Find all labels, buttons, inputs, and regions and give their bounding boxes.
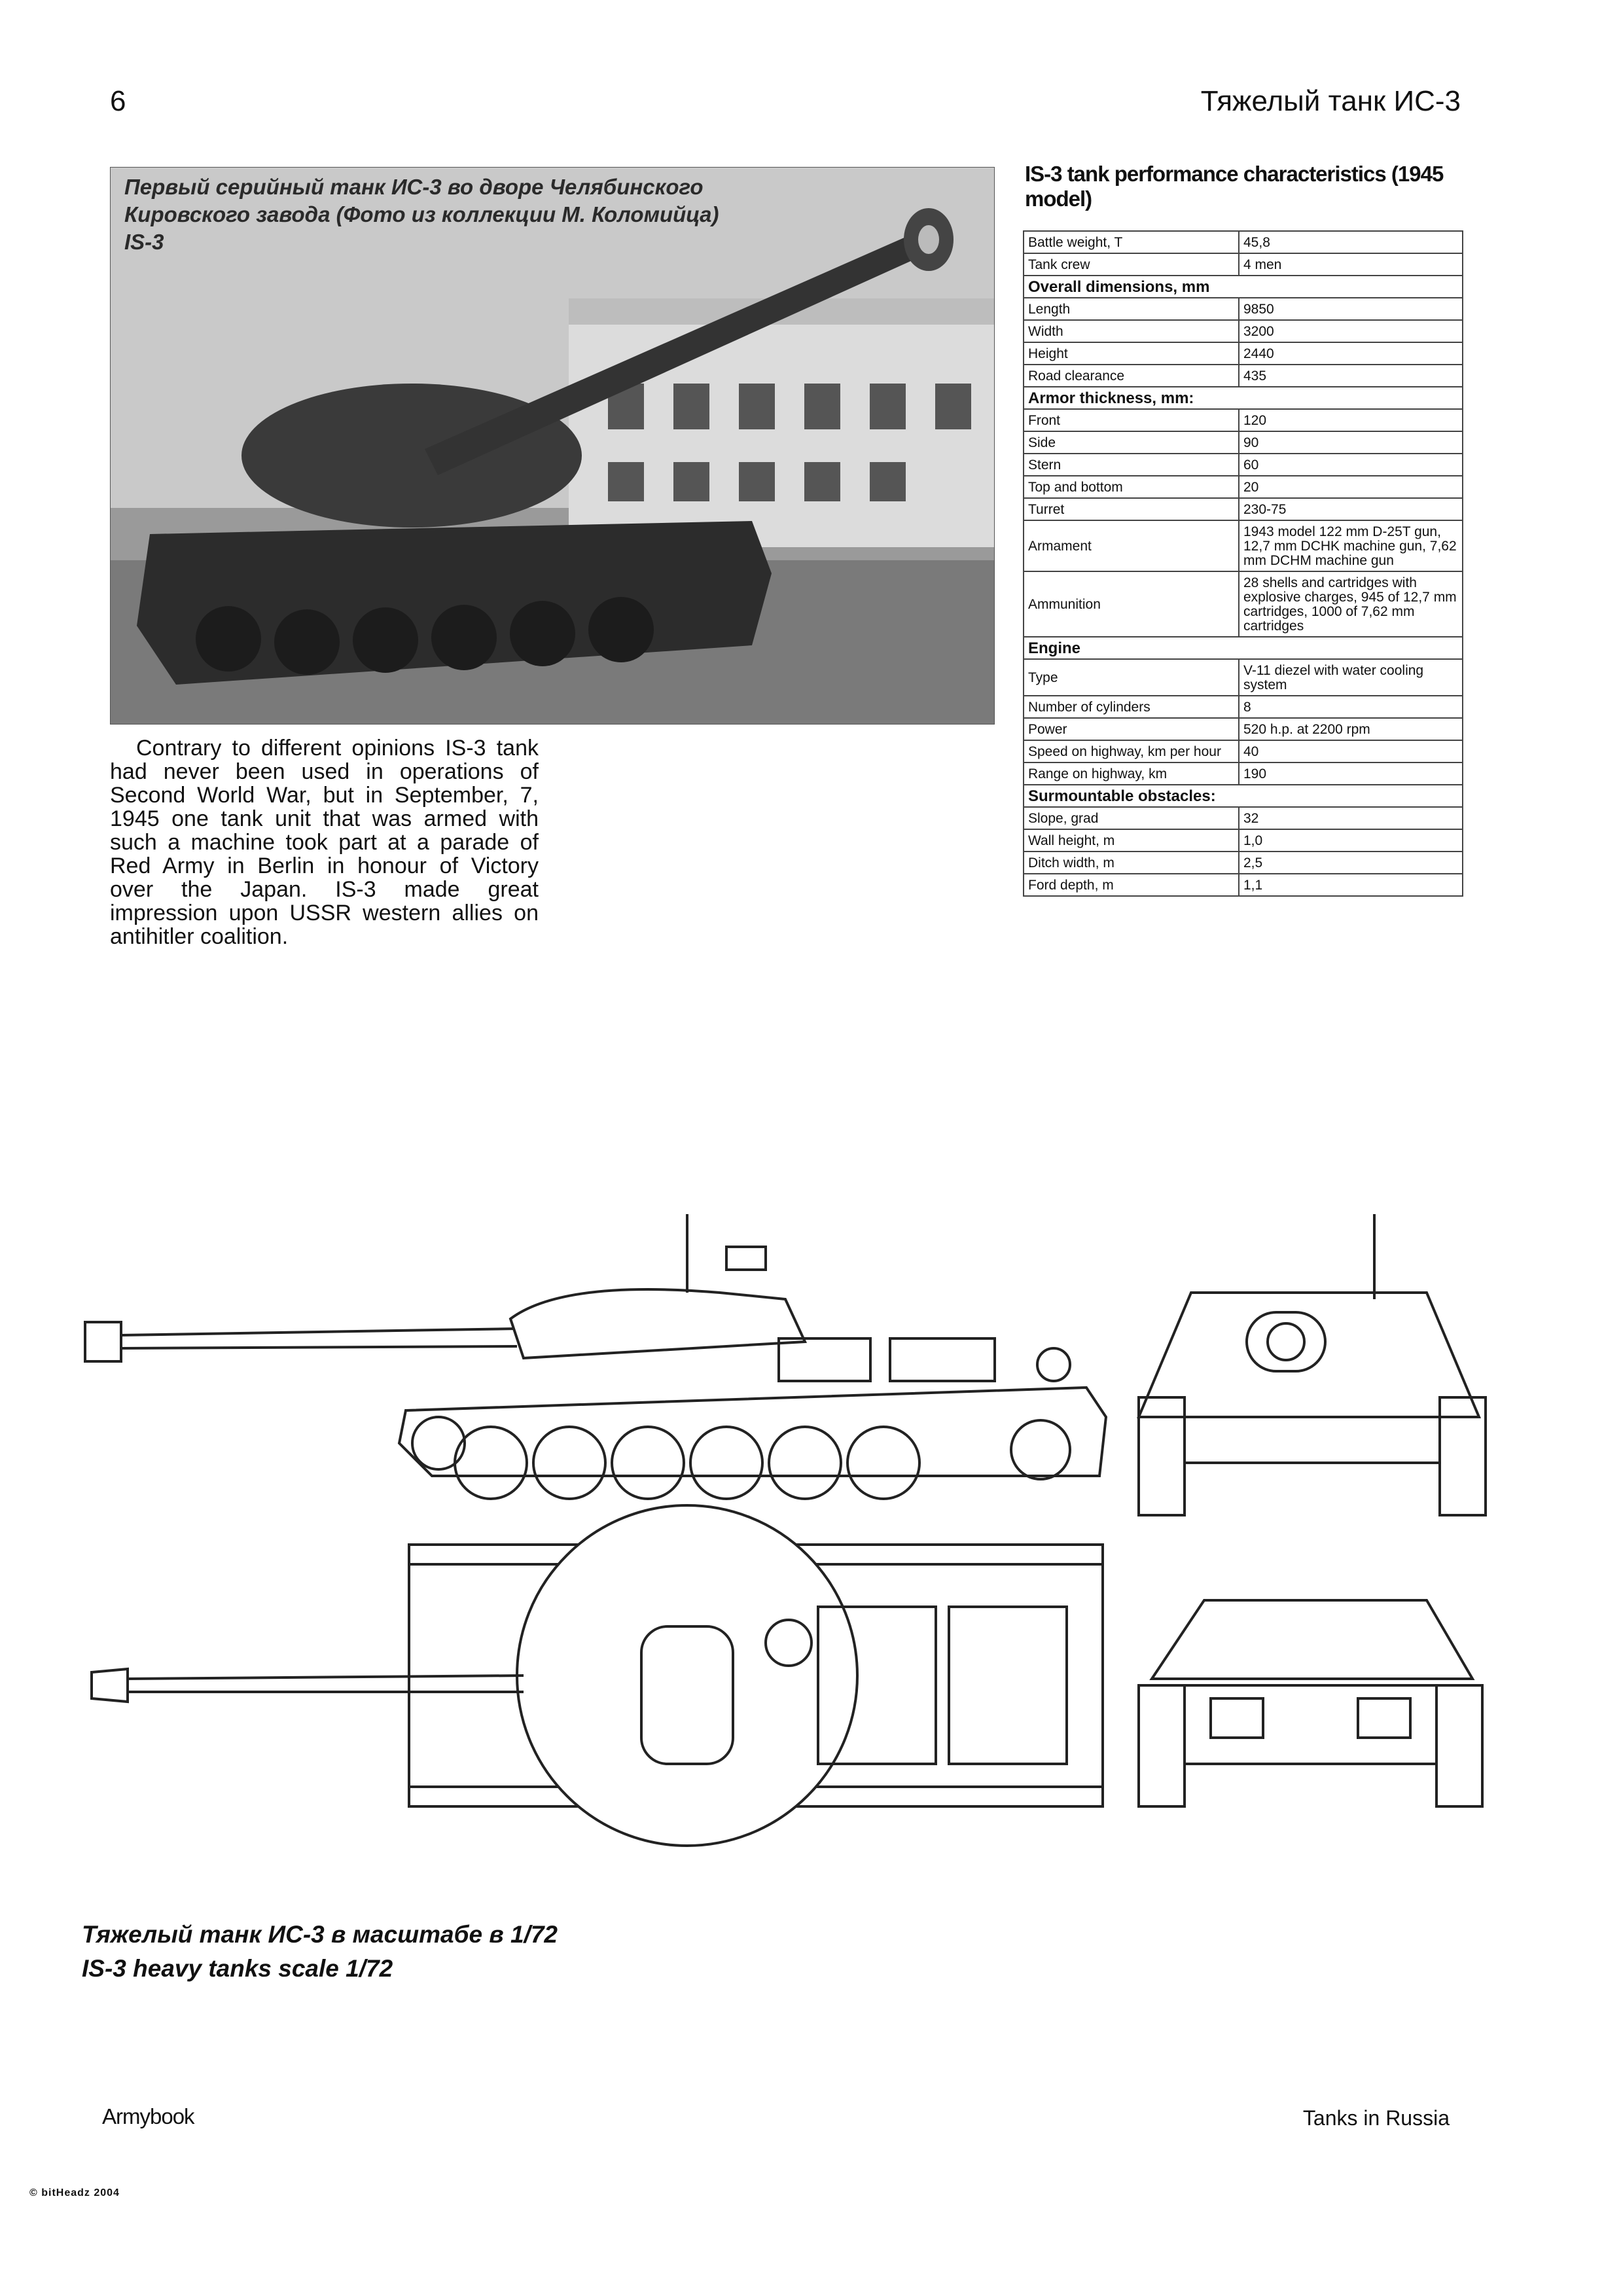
spec-section-title: Engine <box>1024 637 1463 659</box>
spec-value: 90 <box>1239 431 1463 454</box>
body-paragraph: Contrary to different opinions IS-3 tank had never been used in operations of Second World War, but in September, 7, 1945 one tank unit that was armed with such a machine took part at a parade of Red Army in Berlin in honour of Victory over the Japan. IS-3 made great impression upon USSR western allies on antihitler coalition. <box>110 736 539 949</box>
spec-key: Battle weight, T <box>1024 231 1239 253</box>
spec-key: Width <box>1024 320 1239 342</box>
page-number: 6 <box>110 85 126 117</box>
spec-key: Power <box>1024 718 1239 740</box>
spec-row <box>1024 342 1463 365</box>
spec-row <box>1024 571 1463 637</box>
spec-key: Tank crew <box>1024 253 1239 276</box>
spec-row <box>1024 807 1463 829</box>
spec-key: Road clearance <box>1024 365 1239 387</box>
front-view-drawing <box>1139 1214 1486 1515</box>
spec-row <box>1024 476 1463 498</box>
spec-key: Number of cylinders <box>1024 696 1239 718</box>
spec-row <box>1024 454 1463 476</box>
spec-value: 2,5 <box>1239 852 1463 874</box>
spec-key: Ammunition <box>1024 571 1239 637</box>
rear-view-drawing <box>1139 1600 1482 1806</box>
spec-value: V-11 diezel with water cooling system <box>1239 659 1463 696</box>
spec-row <box>1024 659 1463 696</box>
spec-key: Stern <box>1024 454 1239 476</box>
tank-line-drawings <box>65 1201 1558 1914</box>
photo-caption-line2: Кировского завода (Фото из коллекции М. Коломийца) <box>124 202 719 226</box>
spec-key: Turret <box>1024 498 1239 520</box>
spec-value: 190 <box>1239 762 1463 785</box>
top-view-drawing <box>92 1505 1103 1846</box>
photo-caption-line1: Первый серийный танк ИС-3 во дворе Челябинского <box>124 175 704 199</box>
photo-caption-line3: IS-3 <box>124 230 164 254</box>
scale-caption-ru: Тяжелый танк ИС-3 в масштабе в 1/72 <box>82 1921 558 1948</box>
spec-title: IS-3 tank performance characteristics (1945 model) <box>1025 162 1444 211</box>
spec-value: 520 h.p. at 2200 rpm <box>1239 718 1463 740</box>
spec-row <box>1024 740 1463 762</box>
spec-section-row <box>1024 387 1463 409</box>
spec-section-title: Armor thickness, mm: <box>1024 387 1463 409</box>
spec-key: Height <box>1024 342 1239 365</box>
spec-section-row <box>1024 785 1463 807</box>
spec-row <box>1024 431 1463 454</box>
running-title: Тяжелый танк ИС-3 <box>1200 85 1461 117</box>
spec-key: Length <box>1024 298 1239 320</box>
spec-value: 9850 <box>1239 298 1463 320</box>
spec-row <box>1024 365 1463 387</box>
spec-key: Top and bottom <box>1024 476 1239 498</box>
spec-key: Slope, grad <box>1024 807 1239 829</box>
spec-section-title: Overall dimensions, mm <box>1024 276 1463 298</box>
spec-value: 1943 model 122 mm D-25T gun, 12,7 mm DCHK machine gun, 7,62 mm DCHM machine gun <box>1239 520 1463 571</box>
spec-section-row <box>1024 276 1463 298</box>
footer-series: Tanks in Russia <box>1302 2106 1450 2130</box>
spec-value: 28 shells and cartridges with explosive charges, 945 of 12,7 mm cartridges, 1000 of 7,62 mm cartridges <box>1239 571 1463 637</box>
spec-table <box>1023 230 1463 897</box>
spec-row <box>1024 231 1463 253</box>
spec-row <box>1024 409 1463 431</box>
copyright-notice: © bitHeadz 2004 <box>29 2187 120 2198</box>
spec-value: 20 <box>1239 476 1463 498</box>
spec-key: Range on highway, km <box>1024 762 1239 785</box>
spec-value: 8 <box>1239 696 1463 718</box>
side-view-drawing <box>85 1214 1106 1499</box>
spec-key: Ditch width, m <box>1024 852 1239 874</box>
spec-value: 4 men <box>1239 253 1463 276</box>
spec-value: 1,0 <box>1239 829 1463 852</box>
spec-row <box>1024 298 1463 320</box>
spec-key: Front <box>1024 409 1239 431</box>
spec-value: 3200 <box>1239 320 1463 342</box>
spec-row <box>1024 852 1463 874</box>
spec-value: 2440 <box>1239 342 1463 365</box>
spec-row <box>1024 520 1463 571</box>
photo-caption <box>124 173 844 256</box>
spec-value: 435 <box>1239 365 1463 387</box>
spec-key: Speed on highway, km per hour <box>1024 740 1239 762</box>
spec-row <box>1024 696 1463 718</box>
spec-row <box>1024 253 1463 276</box>
spec-row <box>1024 718 1463 740</box>
spec-value: 230-75 <box>1239 498 1463 520</box>
spec-value: 45,8 <box>1239 231 1463 253</box>
spec-key: Side <box>1024 431 1239 454</box>
spec-key: Ford depth, m <box>1024 874 1239 896</box>
footer-publisher: Armybook <box>102 2104 194 2128</box>
spec-value: 32 <box>1239 807 1463 829</box>
spec-key: Type <box>1024 659 1239 696</box>
spec-value: 120 <box>1239 409 1463 431</box>
spec-value: 60 <box>1239 454 1463 476</box>
spec-section-title: Surmountable obstacles: <box>1024 785 1463 807</box>
spec-key: Armament <box>1024 520 1239 571</box>
spec-value: 40 <box>1239 740 1463 762</box>
scale-drawings <box>65 1201 1558 1914</box>
scale-caption-en: IS-3 heavy tanks scale 1/72 <box>82 1955 393 1982</box>
spec-row <box>1024 320 1463 342</box>
spec-row <box>1024 874 1463 896</box>
spec-row <box>1024 829 1463 852</box>
spec-value: 1,1 <box>1239 874 1463 896</box>
spec-key: Wall height, m <box>1024 829 1239 852</box>
spec-row <box>1024 762 1463 785</box>
spec-row <box>1024 498 1463 520</box>
spec-section-row <box>1024 637 1463 659</box>
